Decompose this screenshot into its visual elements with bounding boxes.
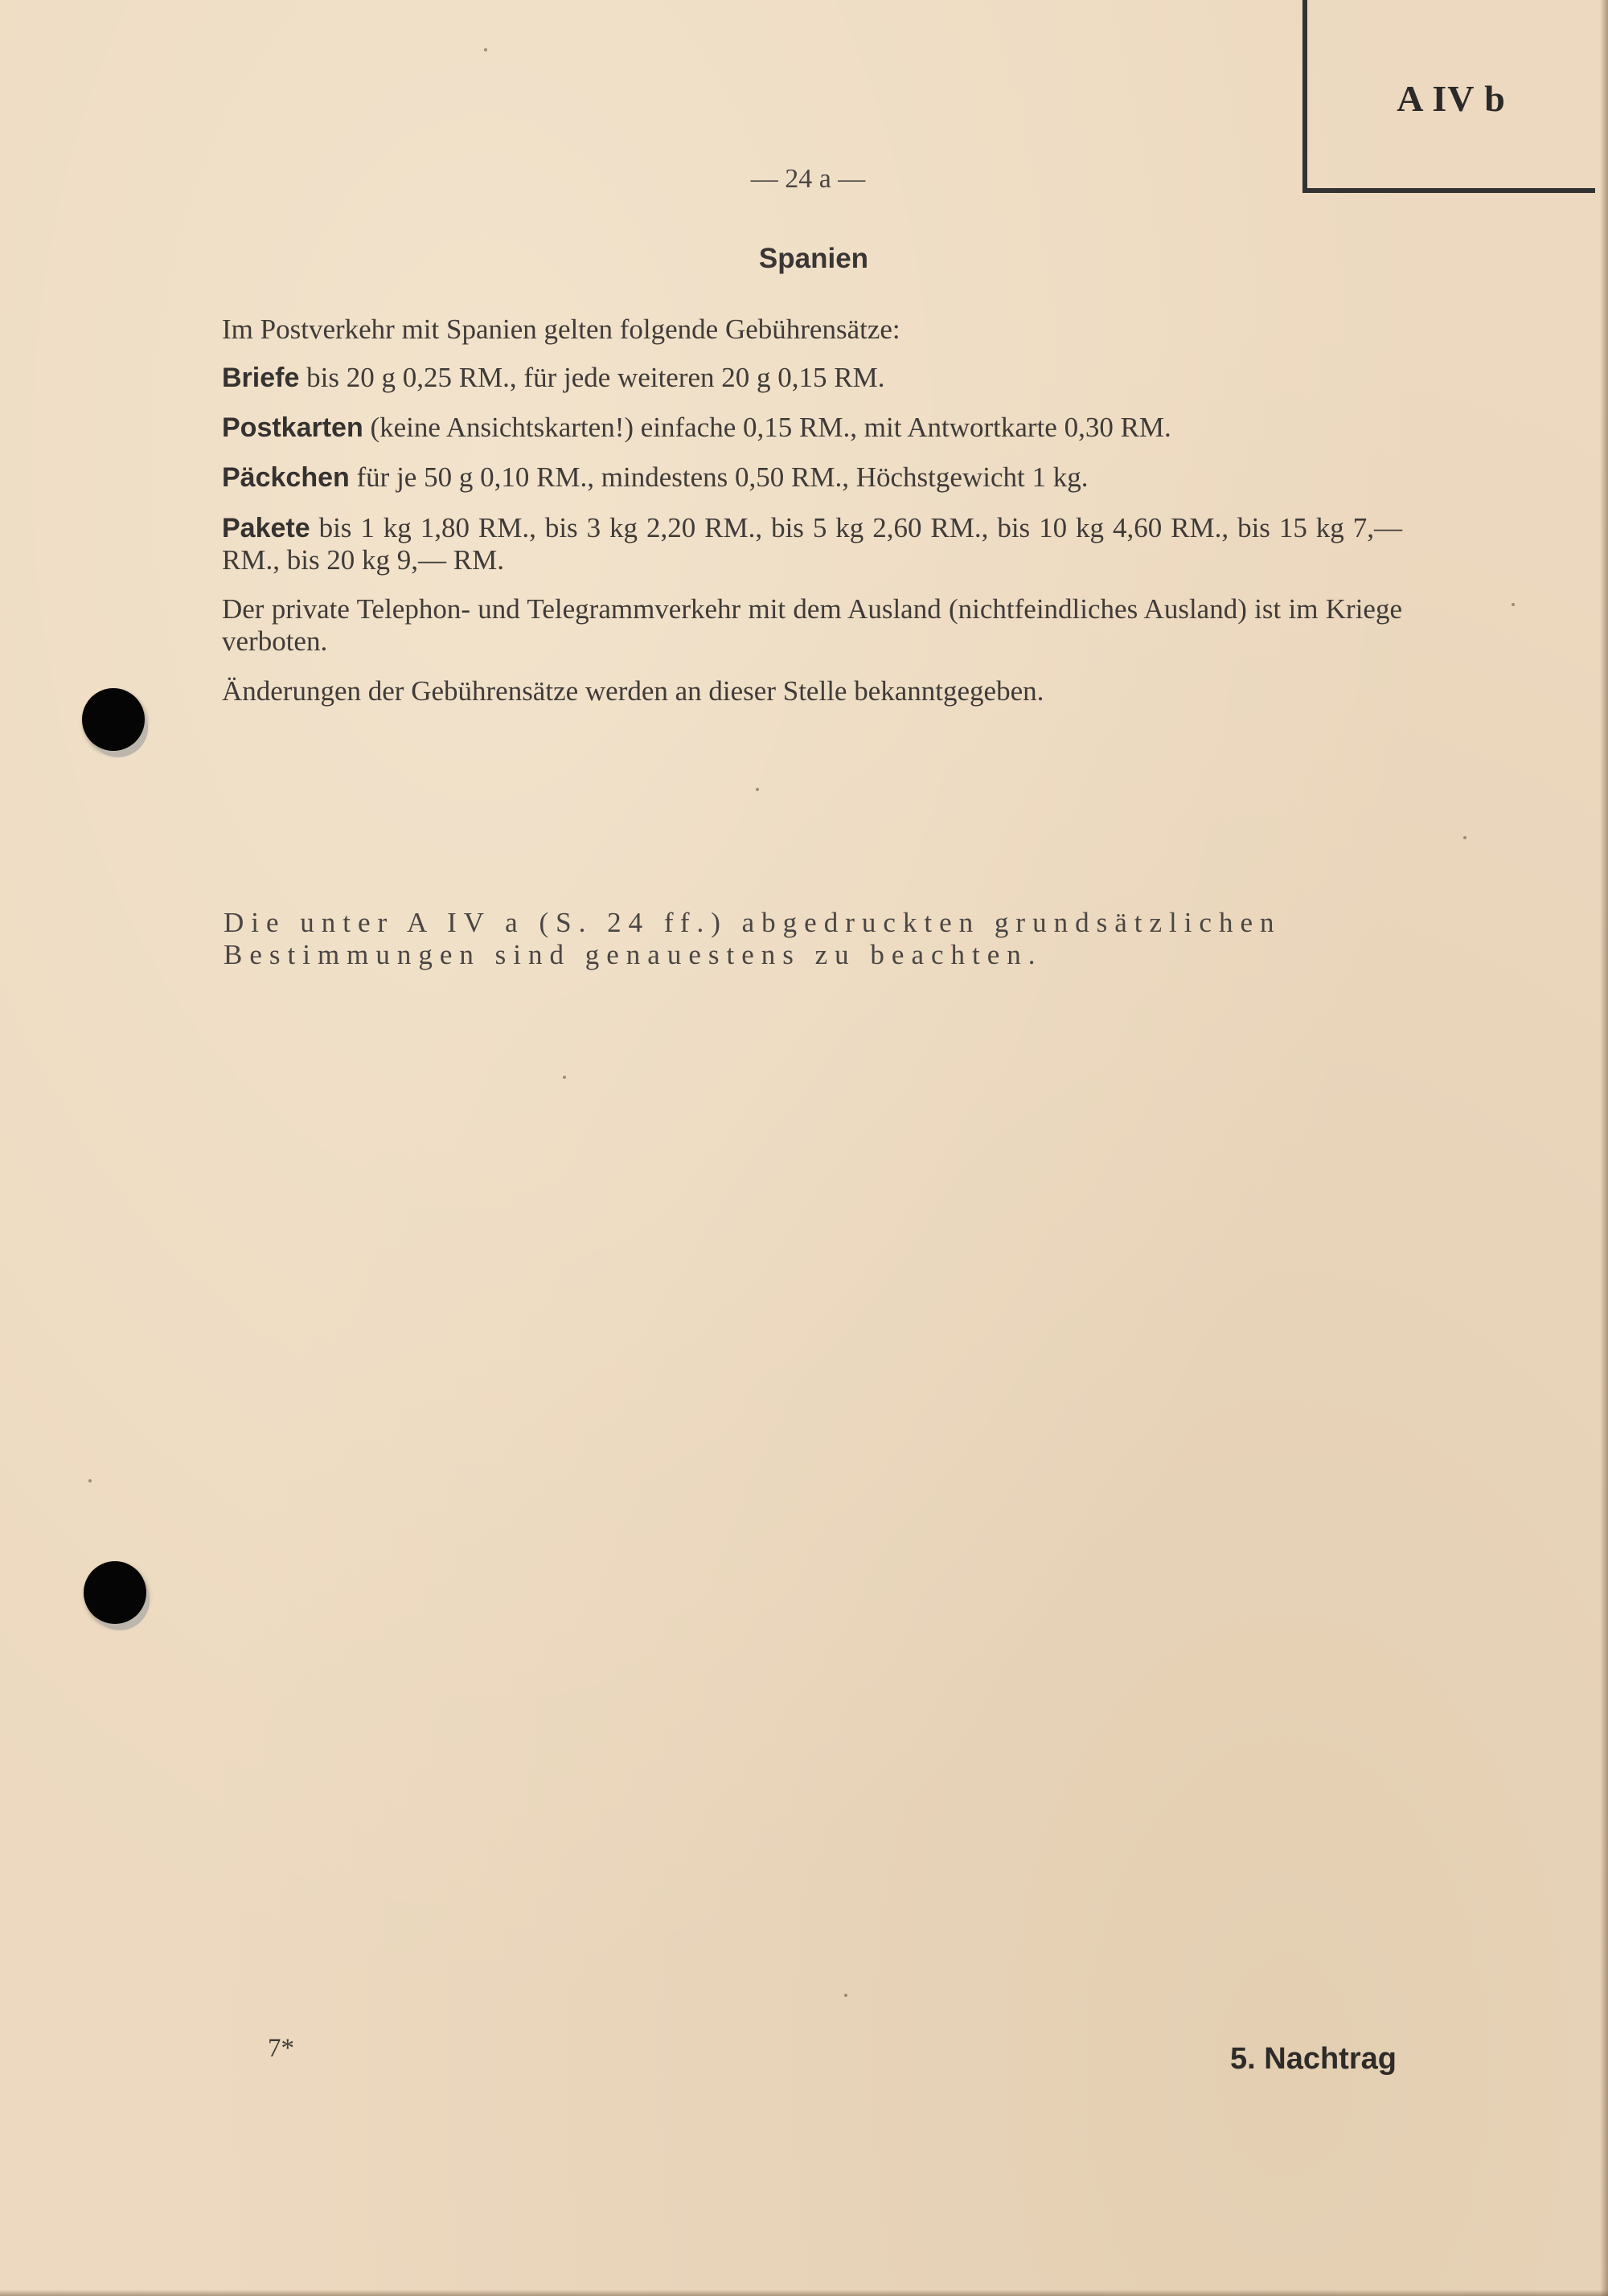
rate-text: (keine Ansichtskarten!) einfache 0,15 RM., mit Antwortkarte 0,30 RM. (363, 412, 1171, 443)
changes-note: Änderungen der Gebührensätze werden an dieser Stelle bekanntgegeben. (222, 675, 1044, 707)
punch-hole (84, 1561, 146, 1624)
signature-mark: 7* (268, 2034, 294, 2063)
telephone-note: Der private Telephon- und Telegrammverkehr mit dem Ausland (nichtfeindliches Ausland) ist im Kriege verboten. (222, 593, 1402, 657)
rate-paragraph-parcels (222, 512, 1402, 576)
page-heading: Spanien (758, 243, 869, 274)
paper-speck (756, 788, 759, 791)
page-edge-bottom (0, 2290, 1608, 2296)
rate-paragraph-letters (222, 362, 1402, 394)
paper-speck (484, 48, 487, 51)
punch-hole (82, 688, 145, 751)
paper-speck (1463, 836, 1466, 839)
paper-speck (1512, 603, 1515, 606)
rate-term: Postkarten (222, 412, 363, 443)
rate-term: Pakete (222, 513, 310, 543)
page-edge-right (1600, 0, 1608, 2296)
section-mark: A IV b (1397, 78, 1506, 119)
paper-speck (844, 1994, 847, 1997)
reference-note: Die unter A IV a (S. 24 ff.) abgedruckten grundsätzlichen Bestimmungen sind genauestens zu beachten. (224, 907, 1282, 970)
page-number: — 24 a — (750, 164, 866, 194)
intro-paragraph: Im Postverkehr mit Spanien gelten folgende Gebührensätze: (222, 314, 900, 345)
rate-text: bis 1 kg 1,80 RM., bis 3 kg 2,20 RM., bis 5 kg 2,60 RM., bis 10 kg 4,60 RM., bis 15 kg 7,— RM., bis 20 kg 9,— RM. (222, 512, 1402, 576)
rate-paragraph-postcards (222, 412, 1402, 444)
rate-term: Päckchen (222, 462, 350, 493)
paper-speck (88, 1479, 92, 1482)
rate-paragraph-small-packets (222, 461, 1402, 494)
paper-speck (563, 1076, 566, 1079)
rate-term: Briefe (222, 363, 300, 393)
rate-text: bis 20 g 0,25 RM., für jede weiteren 20 g 0,15 RM. (299, 362, 885, 393)
rate-text: für je 50 g 0,10 RM., mindestens 0,50 RM., Höchstgewicht 1 kg. (349, 461, 1089, 493)
supplement-label: 5. Nachtrag (1230, 2042, 1397, 2076)
